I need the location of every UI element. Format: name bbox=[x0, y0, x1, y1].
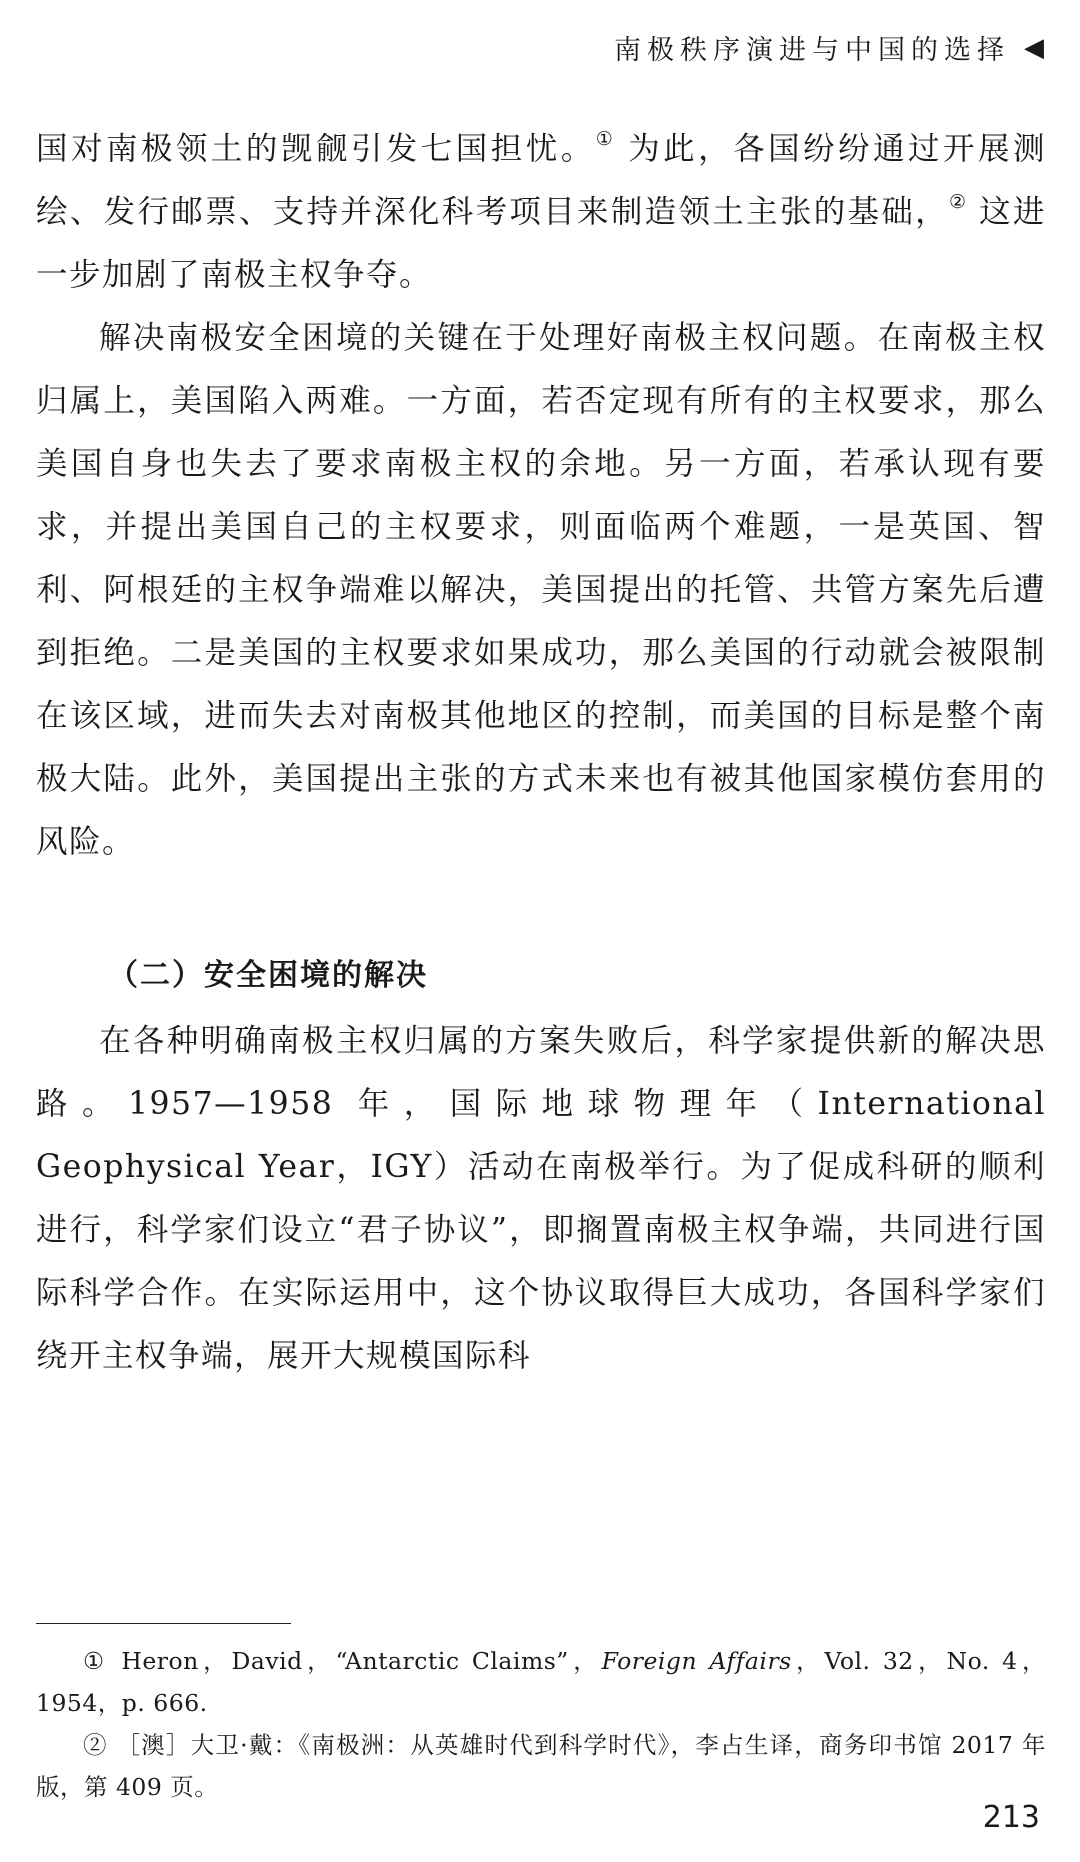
footnotes bbox=[36, 1640, 1046, 1808]
page-number: 213 bbox=[982, 1800, 1040, 1835]
section-heading: （二）安全困境的解决 bbox=[108, 958, 428, 993]
paragraph-continuation bbox=[36, 118, 1046, 307]
paragraph-text: 这进一步加剧了南极主权争夺。 bbox=[36, 194, 1046, 293]
paragraph-text: 为此，各国纷纷通过开展测绘、发行邮票、支持并深化科考项目来制造领土主张的基础， bbox=[36, 131, 1046, 230]
footnote-ref-1: ① bbox=[595, 128, 615, 150]
paragraph-text: 国对南极领土的觊觎引发七国担忧。 bbox=[36, 131, 596, 167]
footnote-2: ② ［澳］大卫·戴：《南极洲：从英雄时代到科学时代》，李占生译，商务印书馆 2017 年版，第 409 页。 bbox=[36, 1731, 1046, 1801]
body-text bbox=[36, 118, 1046, 1388]
paragraph-sovereignty: 解决南极安全困境的关键在于处理好南极主权问题。在南极主权归属上，美国陷入两难。一方面，若否定现有所有的主权要求，那么美国自身也失去了要求南极主权的余地。另一方面，若承认现有要求，并提出美国自己的主权要求，则面临两个难题，一是英国、智利、阿根廷的主权争端难以解决，美国提出的托管、共管方案先后遭到拒绝。二是美国的主权要求如果成功，那么美国的行动就会被限制在该区域，进而失去对南极其他地区的控制，而美国的目标是整个南极大陆。此外，美国提出主张的方式未来也有被其他国家模仿套用的风险。 bbox=[36, 320, 1046, 860]
footnote-1 bbox=[36, 1640, 1046, 1724]
footnote-ref-2: ② bbox=[948, 191, 967, 213]
running-head-title: 南极秩序演进与中国的选择 bbox=[614, 35, 1010, 66]
footnote-1-journal: Foreign Affairs bbox=[601, 1647, 792, 1675]
paragraph-igy: 在各种明确南极主权归属的方案失败后，科学家提供新的解决思路。1957—1958 年，国际地球物理年（International Geophysical Year，IGY）活动在南极举行。为了促成科研的顺利进行，科学家们设立“君子协议”，即搁置南极主权争端，共同进行国际科学合作。在实际运用中，这个协议取得巨大成功，各国科学家们绕开主权争端，展开大规模国际科 bbox=[36, 1023, 1046, 1374]
triangle-marker-icon: ◀ bbox=[1024, 32, 1044, 63]
footnote-1-text: ① Heron，David，“Antarctic Claims”， bbox=[83, 1647, 602, 1675]
footnote-1-text-end: ，Vol. 32，No. 4，1954，p. 666. bbox=[36, 1647, 1046, 1717]
running-head bbox=[614, 28, 1044, 67]
footnote-divider bbox=[36, 1623, 291, 1624]
